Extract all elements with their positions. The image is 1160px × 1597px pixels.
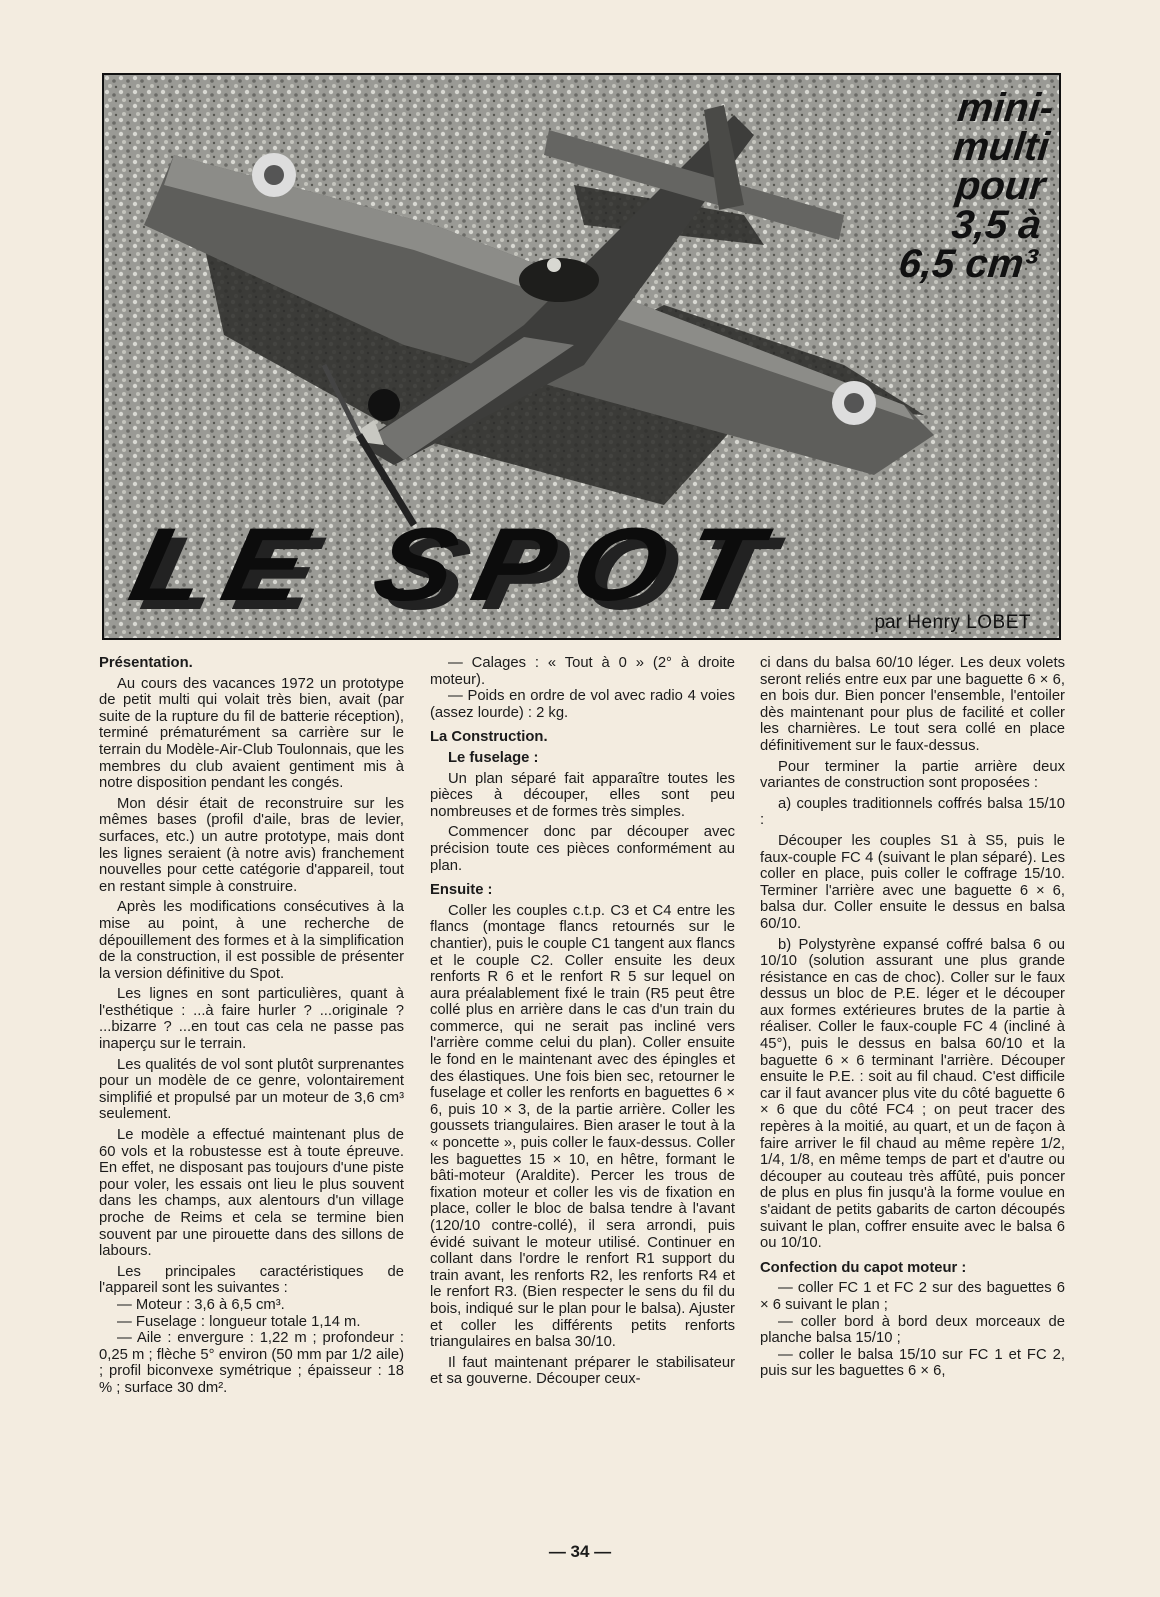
byline-prefix: par — [874, 612, 902, 633]
text-column-2 — [430, 655, 735, 1392]
spec-item: — Moteur : 3,6 à 6,5 cm³. — [117, 1296, 285, 1313]
spec-item: — Fuselage : longueur totale 1,14 m. — [117, 1313, 361, 1330]
byline — [874, 612, 1031, 634]
spec-item: — Poids en ordre de vol avec radio 4 voies (assez lourde) : 2 kg. — [430, 688, 735, 721]
paragraph: Le modèle a effectué maintenant plus de 60 vols et la robustesse est à toute épreuve. En effet, ne disposant pas toujours d'une piste pour voler, les essais ont lieu le plus souvent dans les champs, aux alentours d'un village proche de Reims et cela se termine bien souvent par une pirouette dans des sillons de labours. — [99, 1127, 404, 1260]
section-heading: La Construction. — [430, 729, 548, 746]
headline-line: 3,5 à — [949, 203, 1044, 247]
paragraph: b) Polystyrène expansé coffré balsa 6 ou 10/10 (solution assurant une plus grande résistance en cas de choc). Coller sur le faux dessus un bloc de P.E. léger et le découper aux formes extérieures brutes de la partie à réaliser. Coller le faux-couple FC 4 (incliné à 45°), puis le dessus en balsa 60/10 et la baguette 6 × 6 terminant l'arrière. Découper ensuite le P.E. : soit au fil chaud. C'est difficile car il faut avancer plus vite du côté baguette 6 × 6 que du côté FC4 ; on peut tracer des repères à la moitié, au quart, et un de façon à faire arriver le fil chaud au même repère 1/2, 1/4, 1/8, en même temps de part et d'autre ou découper au couteau très affûté, puis poncer de plus en plus fin jusqu'à la forme voulue en s'aidant de petits gabarits de carton découpés suivant le plan, coffrer ensuite avec le balsa 6 ou 10/10. — [760, 936, 1065, 1252]
paragraph: Il faut maintenant préparer le stabilisateur et sa gouverne. Découper ceux- — [430, 1354, 735, 1388]
paragraph: Découper les couples S1 à S5, puis le faux-couple FC 4 (suivant le plan séparé). Les coller en place, puis coller le coffrage 15/10. Terminer l'arrière avec une baguette 6 × 6, balsa dur. Coller ensuite le dessus en balsa 60/10. — [760, 832, 1065, 932]
cover-photo — [102, 73, 1061, 640]
paragraph: Pour terminer la partie arrière deux variantes de construction sont proposées : — [760, 758, 1065, 792]
article-title: LE SPOT — [120, 506, 791, 623]
paragraph: Commencer donc par découper avec précision toute ces pièces conformément au plan. — [430, 824, 735, 874]
headline-line: 6,5 cm³ — [896, 242, 1040, 286]
paragraph: a) couples traditionnels coffrés balsa 15/10 : — [760, 795, 1065, 829]
paragraph: Les qualités de vol sont plutôt surprenantes pour un modèle de ce genre, volontairement simplifié et propulsé par un moteur de 3,6 cm³ seulement. — [99, 1056, 404, 1123]
headline-line: mini- — [955, 86, 1056, 130]
paragraph: Un plan séparé fait apparaître toutes les pièces à découper, elles sont peu nombreuses et de formes très simples. — [430, 770, 735, 820]
paragraph: ci dans du balsa 60/10 léger. Les deux volets seront reliés entre eux par une baguette 6 × 6, en bois dur. Bien poncer l'ensemble, l'entoiler dès maintenant pour plus de facilité et coller les charnières. Le tout sera collé en place définitivement sur le faux-dessus. — [760, 655, 1065, 754]
paragraph: Au cours des vacances 1972 un prototype de petit multi qui volait très bien, avait (par suite de la rupture du fil de batterie réception), terminé prématurément sa carrière sur le terrain du Modèle-Air-Club Toulonnais, que les membres du club avaient gentiment mis à notre disposition pendant les congés. — [99, 675, 404, 792]
text-column-3 — [760, 655, 1065, 1380]
spec-item: — Calages : « Tout à 0 » (2° à droite moteur). — [430, 655, 735, 688]
page-number: — 34 — — [548, 1542, 612, 1561]
list-item: — coller FC 1 et FC 2 sur des baguettes 6 × 6 suivant le plan ; — [760, 1280, 1065, 1313]
paragraph: Les principales caractéristiques de l'appareil sont les suivantes : — [99, 1263, 404, 1297]
list-item: — coller le balsa 15/10 sur FC 1 et FC 2, puis sur les baguettes 6 × 6, — [760, 1346, 1065, 1380]
paragraph: Coller les couples c.t.p. C3 et C4 entre les flancs (montage flancs retournés sur le chantier), puis le couple C1 tangent aux flancs et le couple C2. Coller ensuite les deux renforts R 6 et le renfort R 5 sur lequel on aura préalablement fixé le train (R5 peut être collé plus en arrière dans le cas d'un train du commerce, qui ne serait pas incliné vers l'arrière comme celui du plan). Coller ensuite le fond en le maintenant avec des épingles et des élastiques. Une fois bien sec, retourner le fuselage et coller les renforts en baguettes 6 × 6, puis 10 × 3, de la partie arrière. Coller les goussets triangulaires. Bien araser le tout à la « poncette », puis coller le faux-dessus. Coller les baguettes 15 × 10, en hêtre, formant le bâti-moteur (Araldite). Percer les trous de fixation moteur et coller les vis de fixation en place, coller le bloc de balsa tendre à l'avant (120/10 contre-collé), il sera arrondi, puis évidé suivant le moteur utilisé. Continuer en collant dans l'ordre le renfort R1 support du train avant, les renforts R2, les renforts R4 et le renfort R3. (Bien respecter le sens du fil du bois, indiqué sur le plan pour le balsa). Ajuster et coller les différents petits renforts triangulaires en balsa 30/10. — [430, 902, 735, 1351]
sub-heading: Le fuselage : — [448, 749, 539, 766]
list-item: — coller bord à bord deux morceaux de planche balsa 15/10 ; — [760, 1313, 1065, 1347]
headline-line: pour — [953, 164, 1048, 208]
paragraph: Les lignes en sont particulières, quant à l'esthétique : ...à faire hurler ? ...originale ? ...bizarre ? ...en tout cas cela ne passe pas inaperçu sur le terrain. — [99, 986, 404, 1053]
section-heading: Confection du capot moteur : — [760, 1259, 967, 1276]
byline-author: Henry LOBET — [907, 612, 1031, 633]
paragraph: Après les modifications consécutives à la mise au point, à une recherche de dépouillement des formes et à la simplification de la construction, il est possible de présenter la version définitive du Spot. — [99, 899, 404, 982]
section-heading: Ensuite : — [430, 882, 493, 899]
text-column-1 — [99, 655, 404, 1397]
paragraph: Mon désir était de reconstruire sur les mêmes bases (profil d'aile, bras de levier, surfaces, etc.) un autre prototype, mais dont les lignes seraient (à notre avis) franchement nouvelles pour cette catégorie d'appareil, tout en restant simple à construire. — [99, 795, 404, 895]
headline-line: multi — [951, 125, 1052, 169]
headline — [885, 86, 1056, 286]
section-heading: Présentation. — [99, 655, 193, 671]
spec-item: — Aile : envergure : 1,22 m ; profondeur : 0,25 m ; flèche 5° environ (50 mm par 1/2 aile) ; profil biconvexe symétrique ; épaisseur : 18 % ; surface 30 dm². — [99, 1330, 404, 1396]
